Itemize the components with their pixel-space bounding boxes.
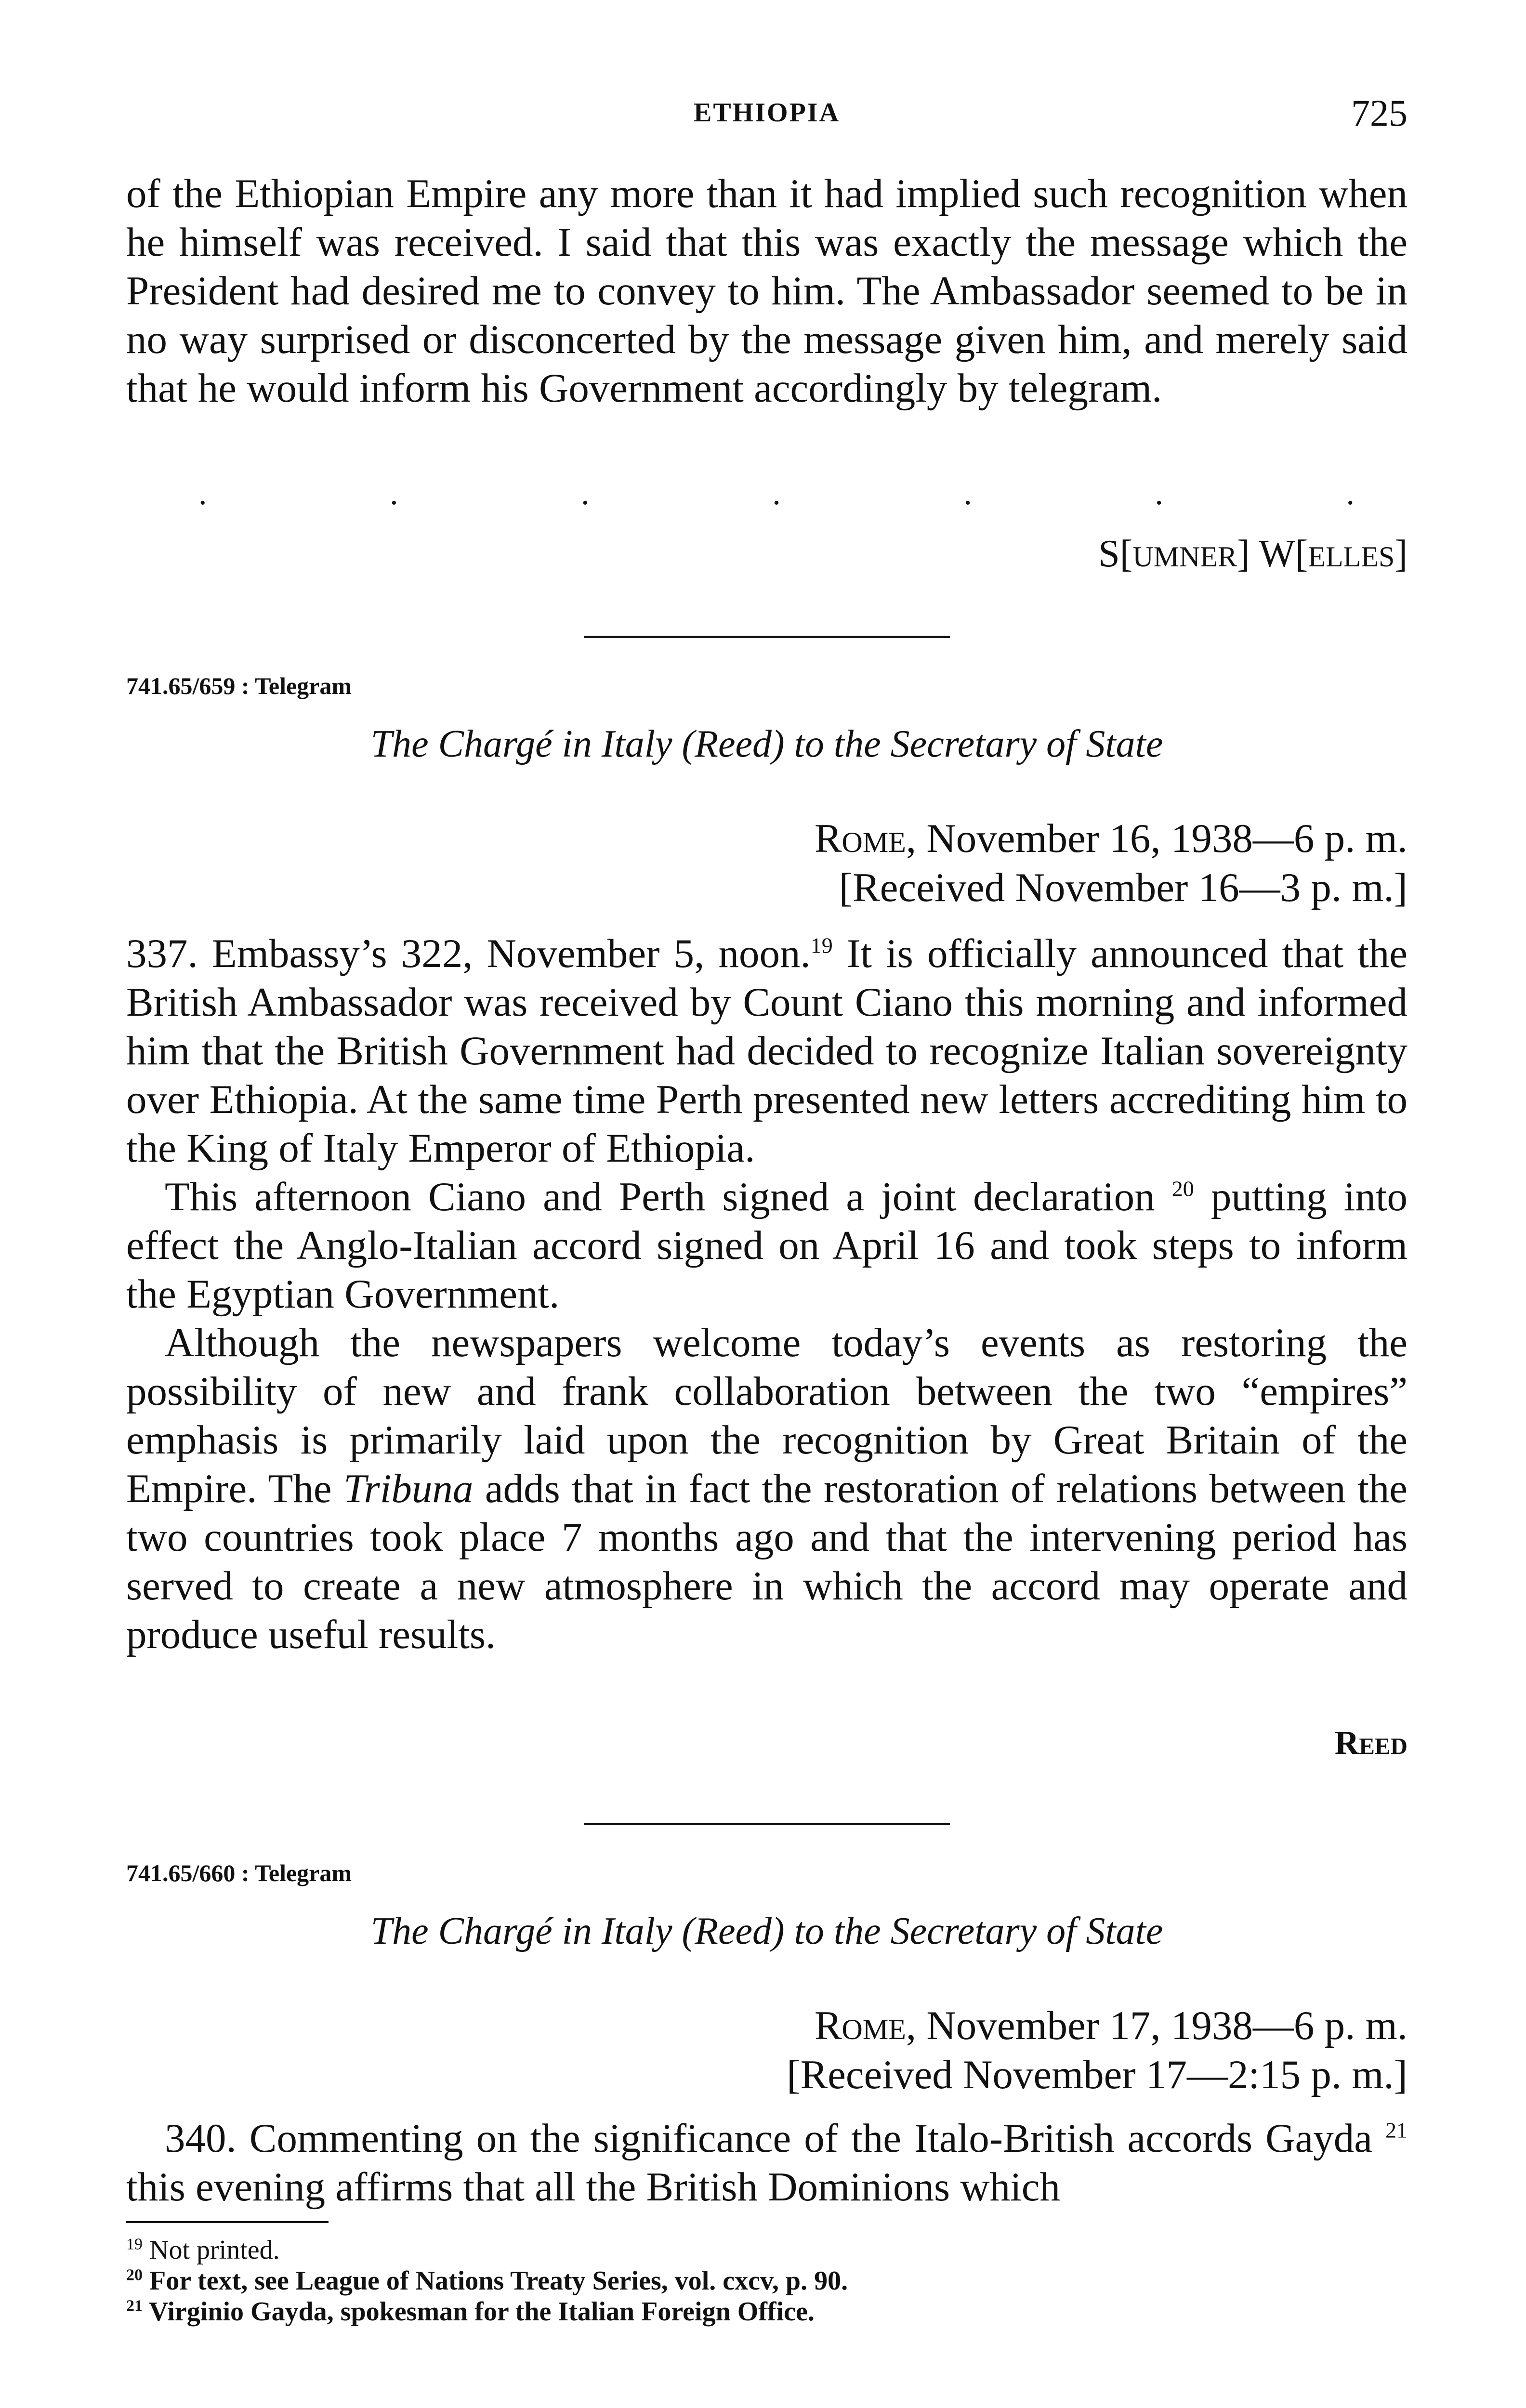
- paragraph: 337. Embassy’s 322, November 5, noon.$^{19}$ It is officially announced that the British Ambassador was received by Count Ciano this morning and informed him that the British Government had decided to recognize Italian sovereignty over Ethiopia. At the same time Perth presented new letters accrediting him to the King of Italy Emperor of Ethiopia.: [126, 931, 1408, 1171]
- footnote: $^{20}$ For text, see League of Nations Treaty Series, vol. cxcv, p. 90.: [126, 2266, 848, 2296]
- section-divider: [584, 636, 950, 638]
- ellipsis-dot: .: [390, 475, 398, 512]
- page-number: 725: [1351, 92, 1408, 134]
- document-page: [126, 0, 1408, 2408]
- footnotes: [126, 2235, 1408, 2327]
- continuation-text: of the Ethiopian Empire any more than it had implied such recognition when he himself was received. I said that this was exactly the message which the President had desired me to convey to him. The Ambassador seemed to be in no way surprised or disconcerted by the message given him, and merely said that he would inform his Government accordingly by telegram.: [126, 171, 1408, 411]
- telegram-body: [126, 2114, 1408, 2212]
- footnote-ref: 21: [1385, 2118, 1408, 2143]
- footnote-ref: 19: [810, 933, 833, 958]
- dateline-received: [Received November 16—3 p. m.]: [839, 865, 1408, 910]
- ellipsis-dot: .: [772, 475, 781, 512]
- document-title: The Chargé in Italy (Reed) to the Secretary of State: [370, 1910, 1163, 1952]
- dateline-sent: Rome, November 16, 1938—6 p. m.: [814, 816, 1408, 861]
- ellipsis-dot: .: [198, 475, 207, 512]
- paragraph: This afternoon Ciano and Perth signed a joint declaration $^{20}$ putting into effect the Anglo-Italian accord signed on April 16 and took steps to inform the Egyptian Government.: [126, 1174, 1408, 1317]
- footnote-ref: 20: [1171, 1176, 1194, 1201]
- running-title: ETHIOPIA: [693, 98, 841, 128]
- ellipsis-row: [198, 477, 1355, 510]
- telegram-body: [126, 929, 1408, 1659]
- newspaper-name: Tribuna: [343, 1466, 474, 1511]
- footnote: $^{19}$ Not printed.: [126, 2235, 280, 2265]
- ellipsis-dot: .: [581, 475, 590, 512]
- footnote: $^{21}$ Virginio Gayda, spokesman for the Italian Foreign Office.: [126, 2297, 815, 2327]
- dateline: [787, 2001, 1408, 2099]
- file-reference: 741.65/659 : Telegram: [126, 672, 352, 699]
- paragraph: 340. Commenting on the significance of the Italo-British accords Gayda $^{21}$ this evening affirms that all the British Dominions which: [126, 2116, 1408, 2210]
- signature-reed: Reed: [1334, 1725, 1408, 1762]
- footnote-divider: [126, 2221, 329, 2223]
- document-title: The Chargé in Italy (Reed) to the Secretary of State: [370, 723, 1163, 765]
- paragraph: Although the newspapers welcome today’s events as restoring the possibility of new and frank collaboration between the two “empires” emphasis is primarily laid upon the recognition by Great Britain of the Empire. The Tribuna adds that in fact the restoration of relations between the two countries took place 7 months ago and that the intervening period has served to create a new atmosphere in which the accord may operate and produce useful results.: [126, 1320, 1408, 1657]
- signature-welles: S[UMNER] W[ELLES]: [1098, 533, 1408, 575]
- continuation-paragraph: [126, 170, 1408, 413]
- dateline-sent: Rome, November 17, 1938—6 p. m.: [814, 2003, 1408, 2048]
- ellipsis-dot: .: [1155, 475, 1163, 512]
- file-reference: 741.65/660 : Telegram: [126, 1859, 352, 1886]
- section-divider: [584, 1823, 950, 1825]
- dateline: [815, 814, 1408, 912]
- running-head: [126, 92, 1408, 144]
- ellipsis-dot: .: [963, 475, 972, 512]
- ellipsis-dot: .: [1346, 475, 1355, 512]
- dateline-received: [Received November 17—2:15 p. m.]: [787, 2052, 1408, 2097]
